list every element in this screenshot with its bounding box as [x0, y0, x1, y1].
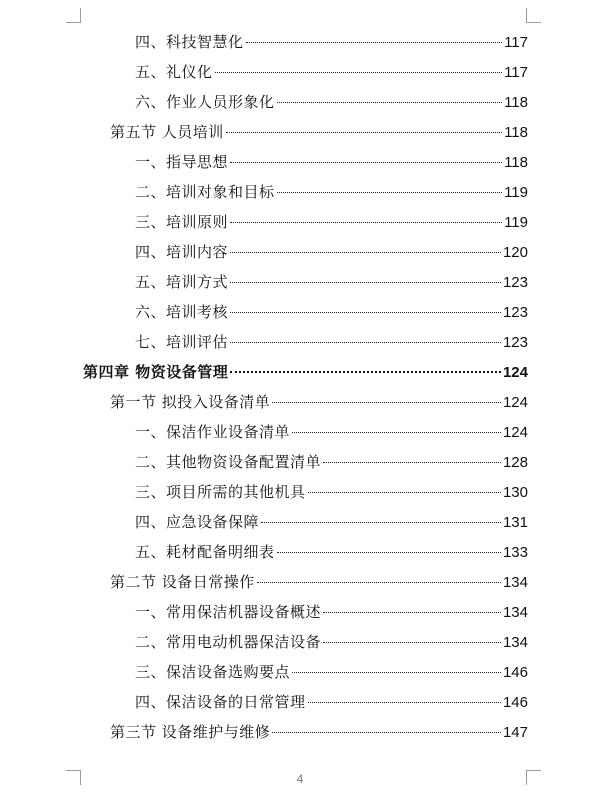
toc-entry-page: 119: [504, 214, 528, 231]
crop-mark-top-left: [66, 8, 81, 23]
toc-entry-page: 134: [502, 574, 528, 591]
toc-entry-title: 第二节 设备日常操作: [110, 573, 255, 591]
toc-item-entry[interactable]: [135, 627, 528, 657]
toc-entry-title: 四、应急设备保障: [135, 513, 260, 531]
toc-chapter-entry[interactable]: [83, 357, 528, 387]
toc-item-entry[interactable]: [135, 447, 528, 477]
toc-entry-page: 131: [502, 514, 528, 531]
toc-item-entry[interactable]: [135, 237, 528, 267]
toc-entry-page: 128: [502, 454, 528, 471]
toc-entry-page: 130: [502, 484, 528, 501]
toc-dot-leader: [261, 522, 501, 523]
page-number: 4: [296, 772, 304, 786]
toc-entry-title: 七、培训评估: [135, 333, 229, 351]
toc-entry-page: 117: [504, 34, 528, 51]
toc-entry-page: 124: [502, 394, 528, 411]
toc-dot-leader: [257, 582, 501, 583]
toc-entry-title: 三、项目所需的其他机具: [135, 483, 306, 501]
toc-entry-page: 117: [504, 64, 528, 81]
toc-dot-leader: [230, 162, 502, 163]
toc-entry-title: 五、培训方式: [135, 273, 229, 291]
toc-item-entry[interactable]: [135, 297, 528, 327]
toc-entry-title: 四、培训内容: [135, 243, 229, 261]
toc-entry-page: 124: [502, 424, 528, 441]
toc-entry-title: 三、培训原则: [135, 213, 229, 231]
toc-entry-page: 123: [502, 274, 528, 291]
toc-section-entry[interactable]: [110, 387, 528, 417]
toc-dot-leader: [230, 282, 501, 283]
toc-item-entry[interactable]: [135, 267, 528, 297]
toc-item-entry[interactable]: [135, 597, 528, 627]
toc-dot-leader: [230, 222, 502, 223]
toc-entry-page: 124: [502, 364, 528, 381]
toc-item-entry[interactable]: [135, 477, 528, 507]
toc-entry-title: 六、作业人员形象化: [135, 93, 275, 111]
toc-entry-page: 146: [502, 664, 528, 681]
toc-dot-leader: [246, 42, 503, 43]
toc-dot-leader: [272, 732, 501, 733]
toc-section-entry[interactable]: [110, 117, 528, 147]
toc-item-entry[interactable]: [135, 87, 528, 117]
toc-entry-page: 147: [502, 724, 528, 741]
toc-dot-leader: [215, 72, 503, 73]
toc-item-entry[interactable]: [135, 327, 528, 357]
toc-dot-leader: [323, 612, 501, 613]
toc-item-entry[interactable]: [135, 27, 528, 57]
toc-entry-title: 四、保洁设备的日常管理: [135, 693, 306, 711]
toc-dot-leader: [230, 371, 501, 373]
toc-entry-page: 118: [504, 94, 528, 111]
toc-dot-leader: [323, 462, 501, 463]
toc-entry-title: 四、科技智慧化: [135, 33, 244, 51]
toc-entry-title: 一、指导思想: [135, 153, 229, 171]
toc-entry-page: 123: [502, 304, 528, 321]
toc-entry-title: 五、耗材配备明细表: [135, 543, 275, 561]
toc-entry-title: 五、礼仪化: [135, 63, 213, 81]
toc-entry-title: 二、培训对象和目标: [135, 183, 275, 201]
toc-dot-leader: [230, 342, 501, 343]
toc-dot-leader: [226, 132, 502, 133]
toc-dot-leader: [292, 672, 501, 673]
toc-dot-leader: [277, 102, 503, 103]
toc-dot-leader: [230, 252, 501, 253]
toc-entry-page: 119: [504, 184, 528, 201]
toc-entry-title: 第三节 设备维护与维修: [110, 723, 271, 741]
toc-item-entry[interactable]: [135, 687, 528, 717]
toc-item-entry[interactable]: [135, 57, 528, 87]
toc-dot-leader: [292, 432, 501, 433]
toc-entry-title: 第一节 拟投入设备清单: [110, 393, 271, 411]
toc-section-entry[interactable]: [110, 567, 528, 597]
toc-item-entry[interactable]: [135, 507, 528, 537]
toc-entry-page: 123: [502, 334, 528, 351]
toc-item-entry[interactable]: [135, 417, 528, 447]
toc-entry-title: 第五节 人员培训: [110, 123, 224, 141]
toc-entry-page: 146: [502, 694, 528, 711]
toc-item-entry[interactable]: [135, 537, 528, 567]
toc-item-entry[interactable]: [135, 177, 528, 207]
toc-item-entry[interactable]: [135, 147, 528, 177]
toc-dot-leader: [308, 702, 501, 703]
toc-section-entry[interactable]: [110, 717, 528, 747]
toc-item-entry[interactable]: [135, 207, 528, 237]
toc-item-entry[interactable]: [135, 657, 528, 687]
toc-entry-title: 三、保洁设备选购要点: [135, 663, 291, 681]
toc-entry-title: 六、培训考核: [135, 303, 229, 321]
crop-mark-top-right: [526, 8, 541, 23]
toc-entry-title: 一、常用保洁机器设备概述: [135, 603, 322, 621]
toc-dot-leader: [277, 552, 501, 553]
toc-entry-page: 118: [504, 124, 528, 141]
toc-dot-leader: [323, 642, 501, 643]
toc-entry-page: 134: [502, 634, 528, 651]
toc-entry-page: 133: [502, 544, 528, 561]
toc-entry-page: 134: [502, 604, 528, 621]
toc-entry-title: 一、保洁作业设备清单: [135, 423, 291, 441]
toc-entry-title: 第四章 物资设备管理: [83, 363, 229, 381]
toc-dot-leader: [272, 402, 501, 403]
toc-dot-leader: [230, 312, 501, 313]
toc-entry-page: 120: [502, 244, 528, 261]
toc-entry-title: 二、其他物资设备配置清单: [135, 453, 322, 471]
toc-dot-leader: [308, 492, 501, 493]
toc-dot-leader: [277, 192, 503, 193]
toc-entry-title: 二、常用电动机器保洁设备: [135, 633, 322, 651]
toc-entry-page: 118: [504, 154, 528, 171]
